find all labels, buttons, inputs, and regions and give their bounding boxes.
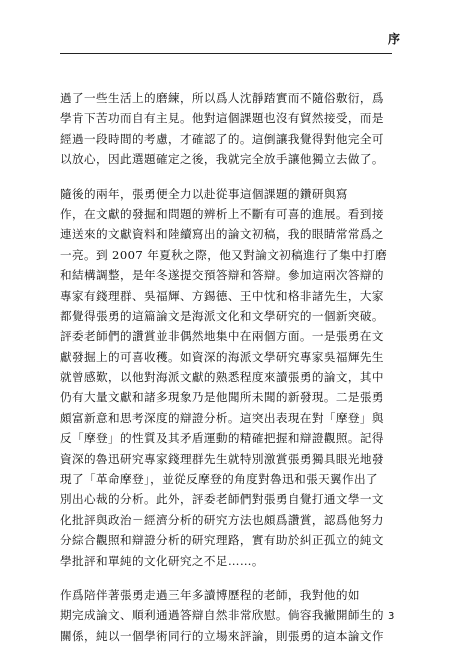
text-line: 作，在文獻的發掘和問題的辨析上不斷有可喜的進展。看到接 xyxy=(60,206,384,221)
text-line: 都覺得張勇的這篇論文是海派文化和文學研究的一個新突破。 xyxy=(60,308,384,323)
text-line: 關係，純以一個學術同行的立場來評論，則張勇的這本論文作 xyxy=(60,628,384,643)
text-line: 頗富新意和思考深度的辯證分析。這突出表現在對「摩登」與 xyxy=(60,410,384,425)
text-line: 現了「革命摩登」，並從反摩登的角度對魯迅和張天翼作出了 xyxy=(60,472,379,487)
text-line: 反「摩登」的性質及其矛盾運動的精確把握和辯證觀照。記得 xyxy=(60,431,384,446)
text-line: 經過一段時間的考慮，才確認了的。這倒讓我覺得對他完全可 xyxy=(60,131,384,146)
text-line: 專家有錢理群、吳福輝、方錫德、王中忱和格非諸先生，大家 xyxy=(60,288,384,303)
text-line: 別出心裁的分析。此外，評委老師們對張勇自覺打通文學一文 xyxy=(60,492,384,507)
paragraph-gap xyxy=(60,170,405,184)
text-line: 期完成論文、順利通過答辯自然非常欣慰。倘容我撇開師生的 xyxy=(60,608,384,623)
text-line: 獻發掘上的可喜收穫。如資深的海派文學研究專家吳福輝先生 xyxy=(60,349,384,364)
text-line: 過了一些生活上的磨練，所以爲人沈靜踏實而不隨俗敷衍，爲 xyxy=(60,91,384,105)
paragraph-gap xyxy=(60,571,405,585)
text-line: 分綜合觀照和辯證分析的研究理路，實有助於糾正孤立的純文 xyxy=(60,533,384,548)
text-line: 資深的魯迅研究專家錢理群先生就特別激賞張勇獨具眼光地發 xyxy=(60,451,384,466)
text-line: 評委老師們的讚賞並非偶然地集中在兩個方面。一是張勇在文 xyxy=(60,329,384,344)
text-line: 以放心，因此選題確定之後，我就完全放手讓他獨立去做了。 xyxy=(60,152,384,167)
text-line: 一亮。到 2007 年夏秋之際，他又對論文初稿進行了集中打磨 xyxy=(60,247,388,262)
text-line: 學批評和單純的文化研究之不足……。 xyxy=(60,553,264,568)
body-text xyxy=(60,88,405,646)
text-line: 化批評與政治－經濟分析的研究方法也頗爲讚賞，認爲他努力 xyxy=(60,512,384,527)
text-line: 仍有大量文獻和諸多現象乃是他聞所未聞的新發現。二是張勇 xyxy=(60,390,384,405)
text-line: 隨後的兩年，張勇便全力以赴從事這個課題的鑽研與寫 xyxy=(60,186,348,201)
page-number: 3 xyxy=(388,611,395,622)
text-line: 和結構調整，是年冬遂提交預答辯和答辯。參加這兩次答辯的 xyxy=(60,268,384,283)
paragraph xyxy=(60,184,405,571)
text-line: 學肯下苦功而自有主見。他對這個課題也沒有貿然接受，而是 xyxy=(60,111,384,126)
paragraph xyxy=(60,88,405,170)
text-line: 連送來的文獻資料和陸續寫出的論文初稿，我的眼睛常常爲之 xyxy=(60,227,384,242)
text-line: 就曾感歎，以他對海派文獻的熟悉程度來讀張勇的論文，其中 xyxy=(60,370,384,385)
paragraph xyxy=(60,585,405,646)
text-line: 作爲陪伴著張勇走過三年多讀博歷程的老師，我對他的如 xyxy=(60,587,360,602)
running-header-label: 序 xyxy=(388,32,401,46)
header-rule xyxy=(60,53,392,54)
